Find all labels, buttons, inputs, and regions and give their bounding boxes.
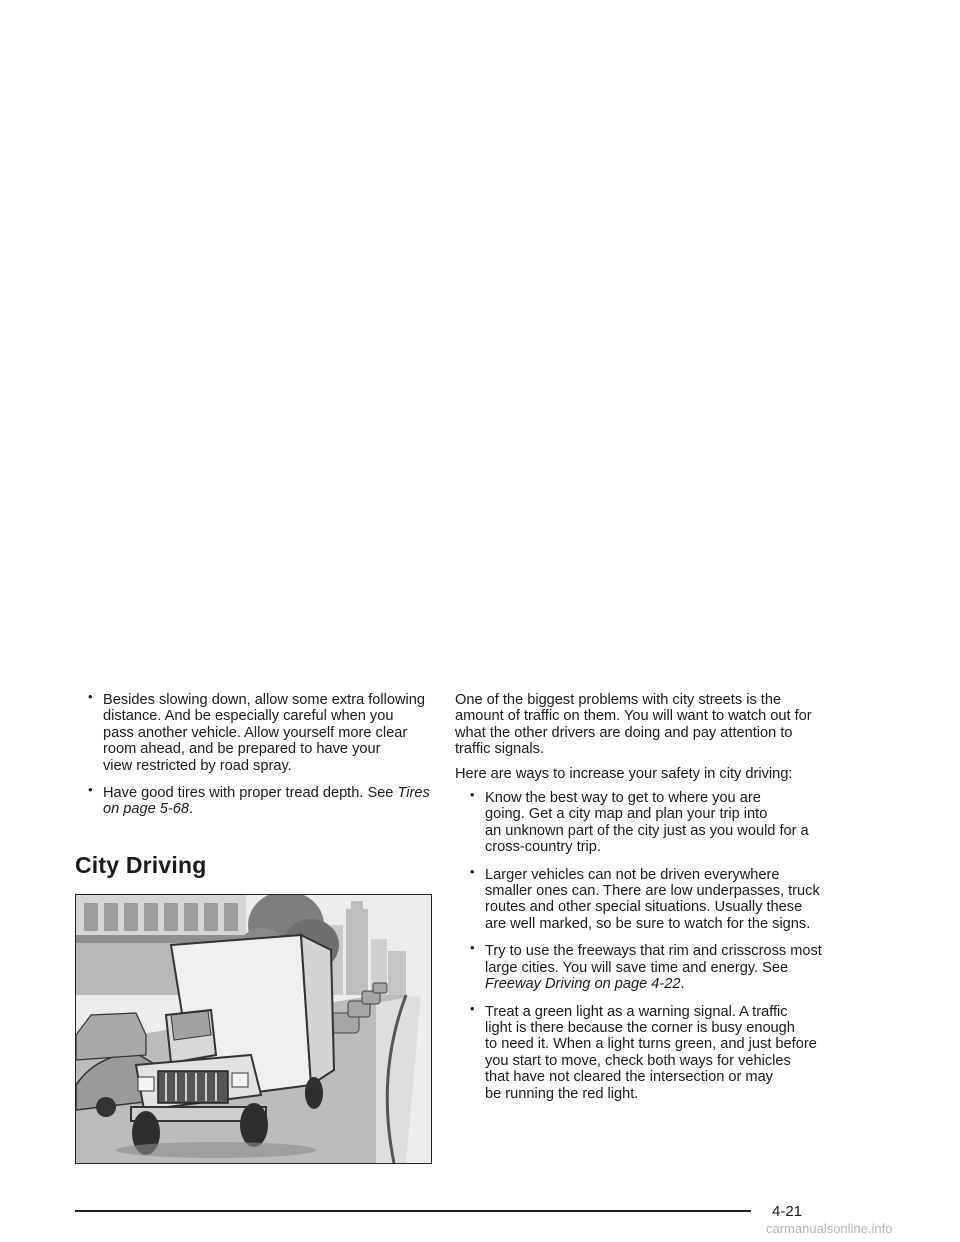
freeway-driving-link[interactable]: Freeway Driving on page 4-22 [485,976,681,993]
paragraph-line: One of the biggest problems with city streets is the [455,692,782,708]
footer-rule [75,1210,751,1212]
bullet-green-light [455,1000,827,1102]
bullet-line: distance. And be especially careful when you [103,708,394,725]
bullet-line: light is there because the corner is busy enough [485,1019,795,1036]
city-traffic-illustration [75,894,432,1164]
bullet-icon: • [88,689,93,704]
bullet-line [485,976,827,992]
bullet-line: large cities. You will save time and energy. See [485,959,789,976]
intro-paragraph [455,692,827,758]
bullet-line: to need it. When a light turns green, and just before [485,1036,817,1053]
bullet-icon: • [88,782,93,798]
bullet-icon: • [470,787,475,803]
bullet-text: Have good tires with proper tread depth. See [103,785,398,802]
bullet-freeways [455,940,827,993]
bullet-line: going. Get a city map and plan your trip into [485,806,768,823]
tires-page-link[interactable]: on page 5-68 [103,801,190,818]
lead-in-paragraph: Here are ways to increase your safety in city driving: [455,765,793,782]
page-number: 4-21 [772,1203,803,1220]
bullet-line: an unknown part of the city just as you would for a [485,822,809,839]
bullet-line: Besides slowing down, allow some extra following [103,692,426,708]
bullet-good-tires [75,782,435,818]
bullet-line: Know the best way to get to where you are [485,790,761,807]
bullet-line [103,785,435,801]
section-title: City Driving [75,852,207,878]
bullet-line: pass another vehicle. Allow yourself more clear [103,724,408,741]
bullet-line: Larger vehicles can not be driven everywhere [485,866,780,883]
bullet-suffix: . [189,801,194,818]
bullet-line: Try to use the freeways that rim and crisscross most [485,943,822,960]
right-column [455,692,827,1113]
bullet-line: that have not cleared the intersection or may [485,1069,773,1086]
bullet-line: cross-country trip. [485,839,601,856]
left-column [75,689,435,829]
paragraph-line: amount of traffic on them. You will want to watch out for [455,708,812,725]
bullet-icon: • [470,940,475,956]
bullet-line: routes and other special situations. Usually these [485,899,803,916]
bullet-icon: • [470,1000,475,1016]
truck-in-city-traffic-icon [76,895,431,1163]
bullet-line: you start to move, check both ways for vehicles [485,1052,791,1069]
bullet-line [103,801,435,817]
bullet-line: view restricted by road spray. [103,757,292,774]
bullet-line: are well marked, so be sure to watch for the signs. [485,915,811,932]
paragraph-line: what the other drivers are doing and pay attention to [455,724,793,741]
bullet-icon: • [470,863,475,879]
bullet-line: room ahead, and be prepared to have your [103,741,381,758]
bullet-slowing-down [75,689,435,774]
bullet-line: Treat a green light as a warning signal. A traffic [485,1003,788,1020]
tires-link[interactable]: Tires [397,785,430,802]
bullet-line: be running the red light. [485,1085,639,1102]
bullet-suffix: . [680,976,685,993]
bullet-know-the-way [455,787,827,856]
paragraph-line: traffic signals. [455,741,544,758]
bullet-larger-vehicles [455,863,827,933]
watermark: carmanualsonline.info [766,1221,893,1236]
bullet-line: smaller ones can. There are low underpasses, truck [485,883,820,900]
